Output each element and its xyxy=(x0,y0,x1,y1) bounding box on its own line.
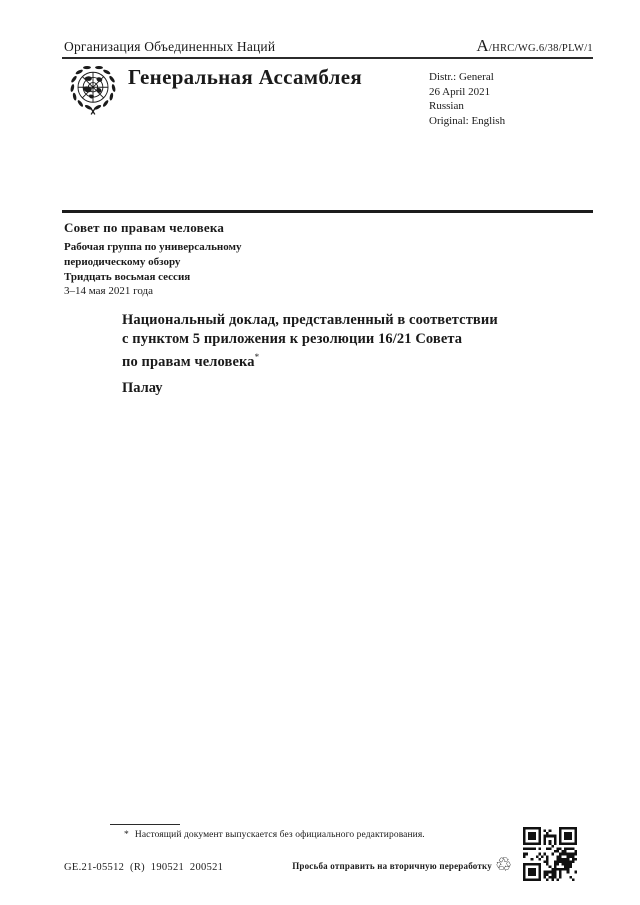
report-title xyxy=(122,311,572,371)
session-dates: 3–14 мая 2021 года xyxy=(64,285,153,298)
report-title-line: Национальный доклад, представленный в соответствии xyxy=(122,312,498,328)
report-title-line: с пунктом 5 приложения к резолюции 16/21 Совета xyxy=(122,330,463,347)
ge-document-number: GE.21-05512 (R) 190521 200521 xyxy=(64,862,224,873)
recycle-text: Просьба отправить на вторичную переработку xyxy=(292,861,492,871)
session-block xyxy=(64,220,242,299)
distr-line: Distr.: General xyxy=(429,71,494,83)
footnote-marker: * xyxy=(124,830,129,840)
emblem-stems xyxy=(91,108,96,115)
recycle-notice xyxy=(292,853,512,879)
section-rule xyxy=(62,210,593,213)
session-name: Тридцать восьмая сессия xyxy=(64,270,191,283)
organization-name: Организация Объединенных Наций xyxy=(64,39,276,54)
assembly-title: Генеральная Ассамблея xyxy=(128,65,363,89)
distr-line: Russian xyxy=(429,100,464,112)
footnote xyxy=(124,830,425,840)
distr-line: Original: English xyxy=(429,114,506,127)
document-symbol-rest: /HRC/WG.6/38/PLW/1 xyxy=(488,43,593,54)
distribution-block xyxy=(429,70,505,128)
footnote-rule xyxy=(110,824,180,825)
document-symbol xyxy=(476,36,593,56)
report-title-line: по правам человека* xyxy=(122,352,260,370)
country-name: Палау xyxy=(122,380,163,396)
distr-line: 26 April 2021 xyxy=(429,85,491,98)
title-footnote-marker: * xyxy=(254,352,260,362)
un-emblem-icon xyxy=(63,63,123,119)
working-group-line: периодическому обзору xyxy=(64,255,181,268)
footnote-text: Настоящий документ выпускается без официального редактирования. xyxy=(134,830,425,840)
recycle-icon: ♲ xyxy=(494,853,512,876)
header-rule xyxy=(62,57,593,59)
council-name: Совет по правам человека xyxy=(64,220,225,235)
working-group-line: Рабочая группа по универсальному xyxy=(64,241,242,253)
qr-code xyxy=(523,827,577,881)
document-symbol-prefix: A xyxy=(476,36,489,55)
